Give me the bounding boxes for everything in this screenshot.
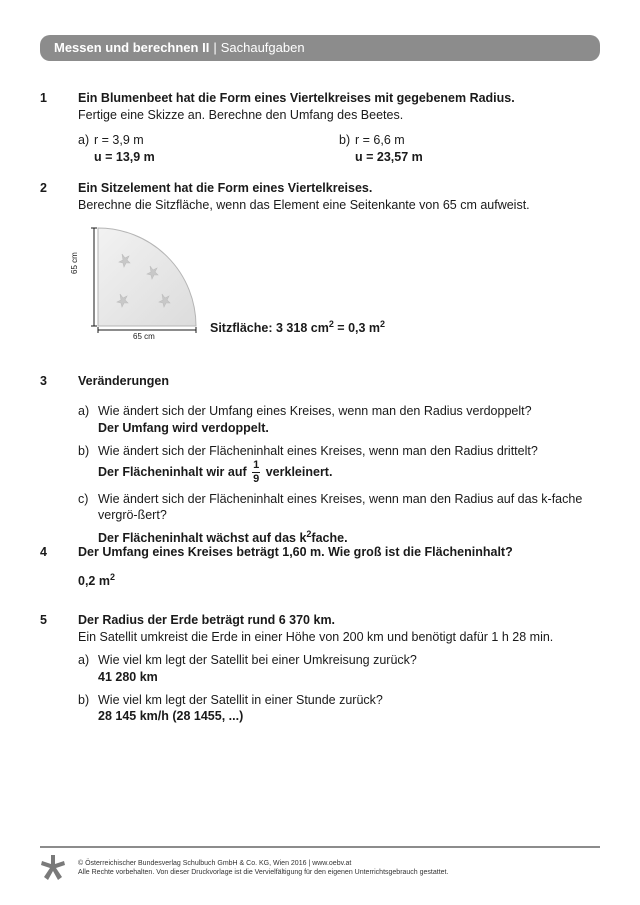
footer-copyright — [78, 859, 448, 878]
task-1 — [40, 90, 600, 166]
subtask-label: b) — [339, 132, 351, 147]
exponent: 2 — [380, 319, 386, 329]
answer — [98, 460, 600, 485]
answer: Der Umfang wird verdoppelt. — [98, 420, 269, 435]
answer-part: = 0,3 m — [333, 321, 381, 336]
task-text: Fertige eine Skizze an. Berechne den Umfang des Beetes. — [78, 107, 404, 122]
question: Wie ändert sich der Flächeninhalt eines Kreises, wenn man den Radius drittelt? — [98, 443, 538, 458]
fraction — [252, 460, 260, 485]
task-4 — [40, 544, 600, 590]
subtask-b — [78, 443, 600, 485]
question: Wie viel km legt der Satellit bei einer Umkreisung zurück? — [98, 652, 417, 667]
answer — [78, 571, 600, 590]
task-text: Berechne die Sitzfläche, wenn das Element eine Seitenkante von 65 cm aufweist. — [78, 197, 530, 212]
answer-part: verkleinert. — [265, 464, 333, 479]
publisher-logo-icon — [40, 855, 66, 881]
task-number: 3 — [40, 374, 47, 388]
subtask-a — [78, 652, 600, 686]
task-title: Veränderungen — [78, 374, 169, 388]
footer-line-1: © Österreichischer Bundesverlag Schulbuch GmbH & Co. KG, Wien 2016 | www.oebv.at — [78, 860, 352, 867]
answer: u = 13,9 m — [94, 149, 155, 164]
header-title: Messen und berechnen II — [54, 40, 210, 56]
task-number: 5 — [40, 613, 47, 627]
subtask-label: b) — [78, 692, 90, 707]
subtask-a — [78, 132, 339, 166]
denominator: 9 — [253, 472, 260, 485]
subtask-label: a) — [78, 652, 90, 667]
header-subtitle: Sachaufgaben — [220, 40, 305, 56]
given-value: r = 6,6 m — [355, 132, 405, 147]
numerator: 1 — [253, 458, 260, 471]
question: Wie ändert sich der Flächeninhalt eines Kreises, wenn man den Radius auf das k-fache vergrö-ßert? — [98, 491, 583, 523]
subtask-label: b) — [78, 443, 90, 458]
task-title: Der Radius der Erde beträgt rund 6 370 km. — [78, 613, 336, 627]
task-5 — [40, 612, 600, 725]
task-2 — [40, 180, 600, 214]
subtask-a — [78, 403, 600, 437]
given-value: r = 3,9 m — [94, 132, 144, 147]
seat-area-answer — [210, 318, 385, 337]
header-separator: | — [213, 40, 217, 56]
answer-part: Der Flächeninhalt wir auf — [98, 464, 247, 479]
quarter-circle-seat-sketch — [74, 222, 204, 347]
dimension-label-vertical: 65 cm — [70, 252, 79, 274]
subtask-label: a) — [78, 403, 90, 418]
task-title: Ein Blumenbeet hat die Form eines Viertelkreises mit gegebenem Radius. — [78, 91, 515, 105]
answer-part: fache. — [311, 531, 348, 546]
question: Wie ändert sich der Umfang eines Kreises, wenn man den Radius verdoppelt? — [98, 403, 532, 418]
answer-part: Der Flächeninhalt wächst auf das k — [98, 531, 307, 546]
subtask-label: a) — [78, 132, 90, 147]
answer: 28 145 km/h (28 1455, ...) — [98, 709, 244, 724]
question: Wie viel km legt der Satellit in einer Stunde zurück? — [98, 692, 383, 707]
footer-line-2: Alle Rechte vorbehalten. Von dieser Druckvorlage ist die Vervielfältigung für den eigenen Unterrichtsgebrauch gestattet. — [78, 869, 449, 877]
exponent: 2 — [109, 571, 115, 582]
task-title: Der Umfang eines Kreises beträgt 1,60 m. Wie groß ist die Flächeninhalt? — [78, 545, 513, 559]
task-number: 2 — [40, 181, 47, 195]
answer: 41 280 km — [98, 669, 158, 684]
task-title: Ein Sitzelement hat die Form eines Viertelkreises. — [78, 181, 373, 195]
answer-part: 0,2 m — [78, 574, 110, 589]
task-number: 1 — [40, 91, 47, 105]
task-text: Ein Satellit umkreist die Erde in einer Höhe von 200 km und benötigt dafür 1 h 28 min. — [78, 629, 554, 644]
task-number: 4 — [40, 545, 47, 559]
page-header — [40, 35, 600, 61]
subtask-label: c) — [78, 491, 89, 506]
subtask-b — [339, 132, 600, 166]
subtask-b — [78, 692, 600, 726]
footer-divider — [40, 846, 600, 848]
exponent: 2 — [328, 319, 334, 329]
task-3 — [40, 373, 600, 547]
subtask-c — [78, 491, 600, 548]
answer: u = 23,57 m — [355, 149, 423, 164]
exponent: 2 — [306, 529, 312, 540]
answer-part: Sitzfläche: 3 318 cm — [210, 321, 329, 336]
dimension-label-horizontal: 65 cm — [133, 332, 155, 341]
